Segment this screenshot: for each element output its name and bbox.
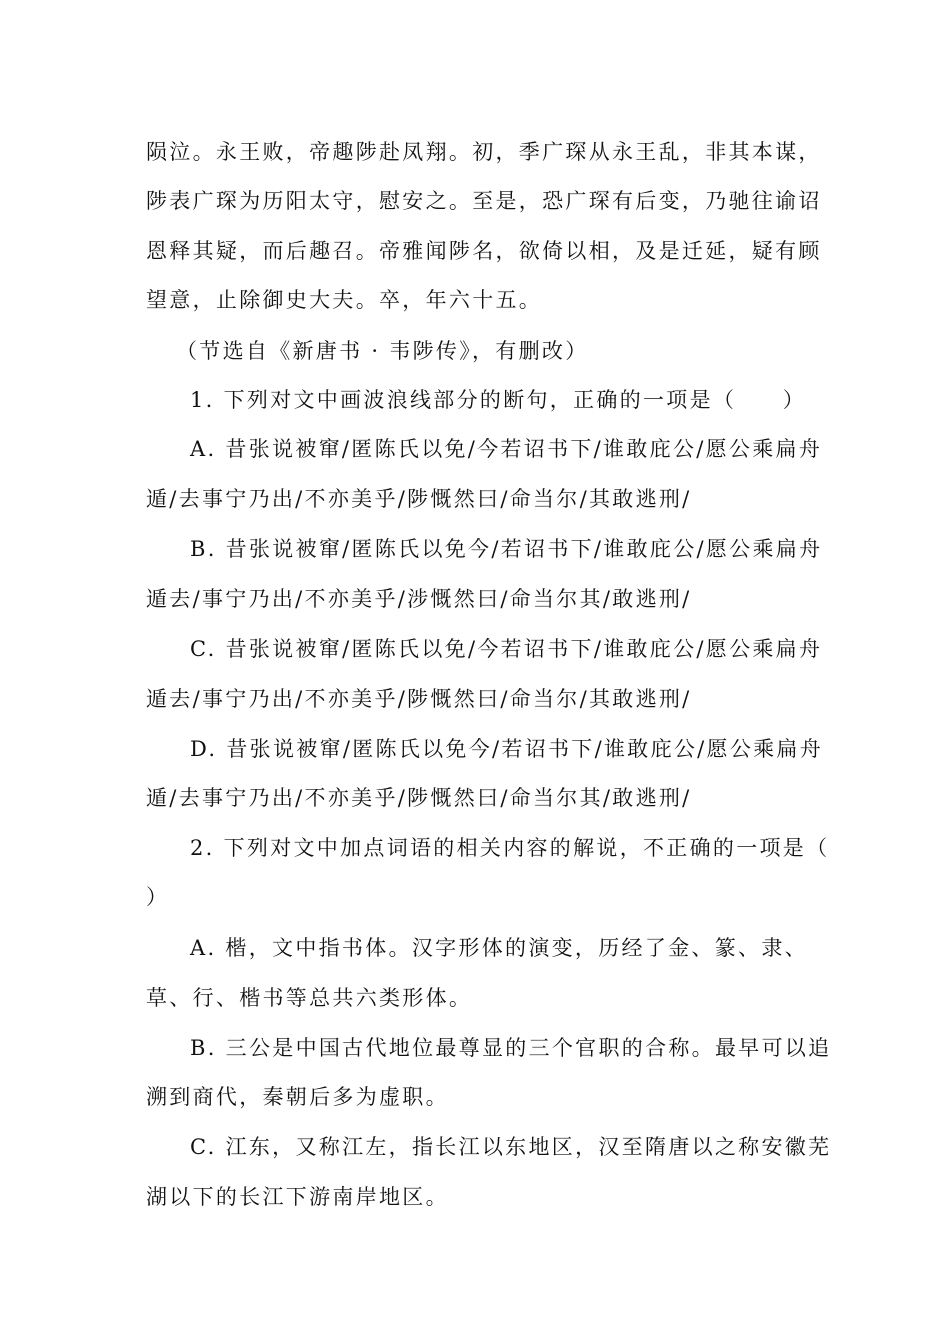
passage-source: （节选自《新唐书 · 韦陟传》，有删改） [176, 339, 589, 363]
passage-line: 恩释其疑，而后趣召。帝雅闻陟名，欲倚以相，及是迁延，疑有顾 [146, 239, 822, 263]
passage-line: 陨泣。永王败，帝趣陟赴凤翔。初，季广琛从永王乱，非其本谋， [146, 140, 822, 164]
question-2-option-c-line2: 湖以下的长江下游南岸地区。 [146, 1185, 449, 1209]
question-1-option-a-line1: A. 昔张说被窜/匿陈氏以免/今若诏书下/谁敢庇公/愿公乘扁舟 [190, 437, 823, 461]
question-1-option-d-line2: 遁/去事宁乃出/不亦美乎/陟慨然曰/命当尔其/敢逃刑/ [146, 786, 692, 810]
question-2-option-b-line1: B. 三公是中国古代地位最尊显的三个官职的合称。最早可以追 [190, 1036, 832, 1060]
question-2-option-c-line1: C. 江东，又称江左，指长江以东地区，汉至隋唐以之称安徽芜 [190, 1135, 832, 1159]
question-2-stem: 2. 下列对文中加点词语的相关内容的解说，不正确的一项是（ [190, 836, 830, 860]
question-2-stem-close: ） [146, 885, 170, 909]
question-1-option-c-line1: C. 昔张说被窜/匿陈氏以免/今若诏书下/谁敢庇公/愿公乘扁舟 [190, 637, 823, 661]
question-1-option-a-line2: 遁/去事宁乃出/不亦美乎/陟慨然曰/命当尔/其敢逃刑/ [146, 487, 692, 511]
question-2-option-b-line2: 溯到商代，秦朝后多为虚职。 [146, 1085, 449, 1109]
question-1-option-d-line1: D. 昔张说被窜/匿陈氏以免今/若诏书下/谁敢庇公/愿公乘扁舟 [190, 737, 824, 761]
question-2-option-a-line2: 草、行、楷书等总共六类形体。 [146, 986, 473, 1010]
passage-line: 望意，止除御史大夫。卒，年六十五。 [146, 288, 543, 312]
question-2-option-a-line1: A. 楷，文中指书体。汉字形体的演变，历经了金、篆、隶、 [190, 936, 808, 960]
question-1-option-b-line1: B. 昔张说被窜/匿陈氏以免今/若诏书下/谁敢庇公/愿公乘扁舟 [190, 537, 823, 561]
question-1-option-c-line2: 遁去/事宁乃出/不亦美乎/陟慨然曰/命当尔/其敢逃刑/ [146, 687, 692, 711]
question-1-stem: 1. 下列对文中画波浪线部分的断句，正确的一项是（ ） [190, 388, 807, 412]
passage-line: 陟表广琛为历阳太守，慰安之。至是，恐广琛有后变，乃驰往谕诏 [146, 189, 822, 213]
question-1-option-b-line2: 遁去/事宁乃出/不亦美乎/涉慨然曰/命当尔其/敢逃刑/ [146, 587, 692, 611]
